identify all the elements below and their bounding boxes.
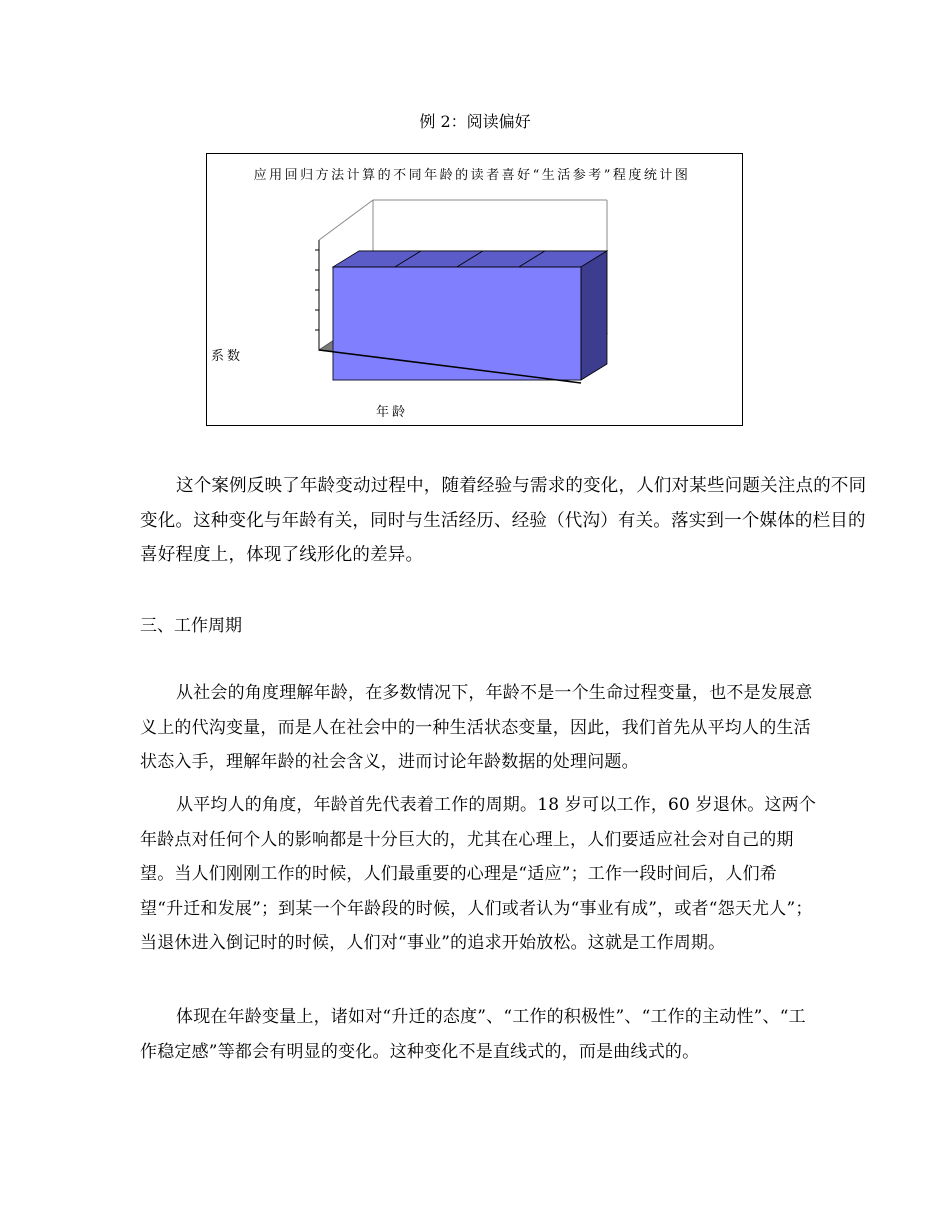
chart-bars — [333, 251, 607, 380]
paragraph-social-age: 从社会的角度理解年龄，在多数情况下，年龄不是一个生命过程变量，也不是发展意义上的代沟变量，而是人在社会中的一种生活状态变量，因此，我们首先从平均人的生活状态入手，理解年龄的社会含义，进而讨论年龄数据的处理问题。 — [140, 683, 813, 773]
figure-caption: 例 2：阅读偏好 — [419, 112, 531, 131]
section-heading-work-cycle: 三、工作周期 — [140, 616, 242, 636]
paragraph-work-cycle: 从平均人的角度，年龄首先代表着工作的周期。18 岁可以工作，60 岁退休。这两个年龄点对任何个人的影响都是十分巨大的，尤其在心理上，人们要适应社会对自己的期望。当人们刚刚工作的时候，人们最重要的心理是“适应”；工作一段时间后，人们希望“升迁和发展”；到某一个年龄段的时候，人们或者认为“事业有成”，或者“怨天尤人”；当退休进入倒记时的时候，人们对“事业”的追求开始放松。这就是工作周期。 — [140, 795, 817, 954]
chart-side-wall-top — [319, 200, 373, 240]
chart-frame — [206, 153, 743, 426]
chart-bar-side — [581, 251, 607, 380]
chart-bar-front — [519, 267, 581, 380]
paragraph-case-summary: 这个案例反映了年龄变动过程中，随着经验与需求的变化，人们对某些问题关注点的不同变化。这种变化与年龄有关，同时与生活经历、经验（代沟）有关。落实到一个媒体的栏目的喜好程度上，体现了线形化的差异。 — [140, 476, 867, 565]
paragraph-age-variable: 体现在年龄变量上，诸如对“升迁的态度”、“工作的积极性”、“工作的主动性”、“工作稳定感”等都会有明显的变化。这种变化不是直线式的，而是曲线式的。 — [140, 1007, 806, 1062]
chart-plot — [207, 154, 742, 425]
chart-x-axis-label: 年龄 — [376, 405, 409, 420]
chart-y-ticks — [315, 250, 319, 330]
chart-y-axis-label: 系数 — [211, 349, 244, 364]
chart-bar-front — [457, 267, 519, 380]
chart-title: 应用回归方法计算的不同年龄的读者喜好“生活参考”程度统计图 — [253, 168, 691, 183]
chart-bar-front — [333, 267, 395, 380]
